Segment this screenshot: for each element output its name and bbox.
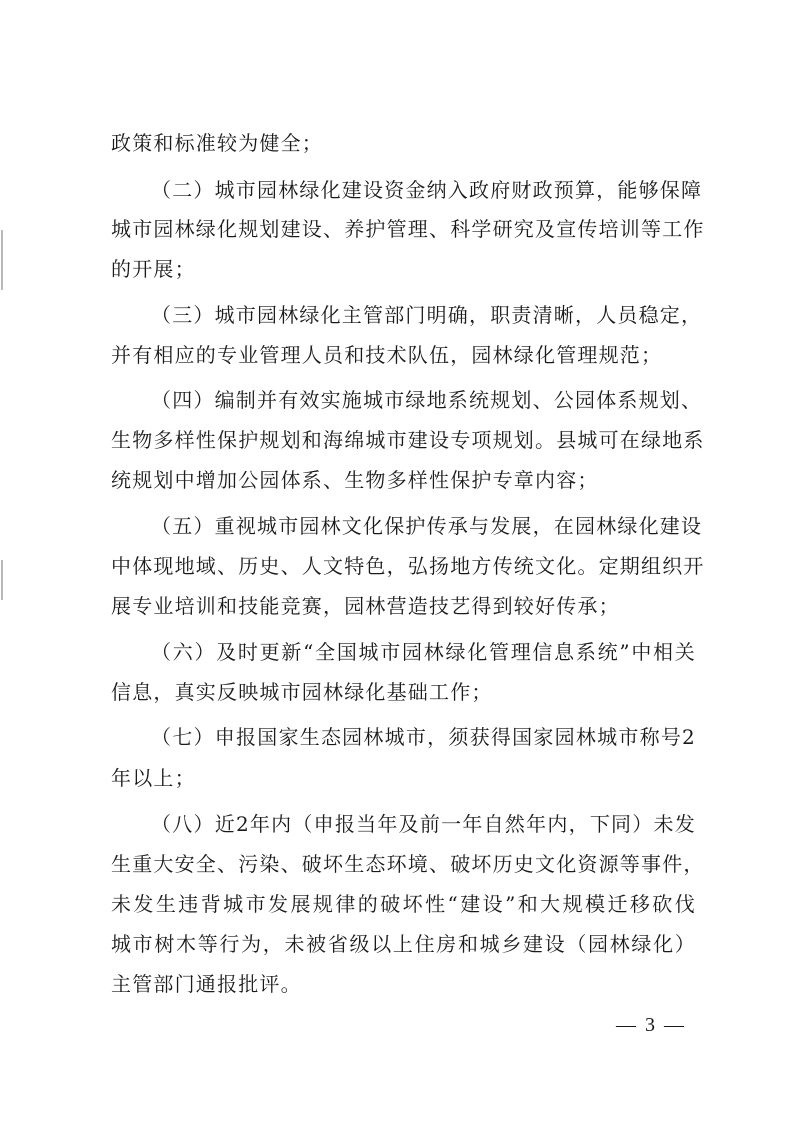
text-line: 城市园林绿化规划建设、养护管理、科学研究及宣传培训等工作 <box>111 217 705 241</box>
text-line: 并有相应的专业管理人员和技术队伍，园林绿化管理规范； <box>111 343 663 367</box>
paragraph-first-line: （三）城市园林绿化主管部门明确，职责清晰，人员稳定， <box>151 303 703 327</box>
text-line: 生重大安全、污染、破坏生态环境、破坏历史文化资源等事件， <box>111 852 705 876</box>
paragraph-first-line: （二）城市园林绿化建设资金纳入政府财政预算，能够保障 <box>151 178 703 202</box>
text-line: 主管部门通报批评。 <box>111 972 302 996</box>
paragraph-first-line: （五）重视城市园林文化保护传承与发展，在园林绿化建设 <box>151 514 703 538</box>
text-line: 展专业培训和技能竞赛，园林营造技艺得到较好传承； <box>111 594 620 618</box>
scan-edge-mark <box>1 560 3 600</box>
text-line: 城市树木等行为，未被省级以上住房和城乡建设（园林绿化） <box>111 932 696 956</box>
text-line: 政策和标准较为健全； <box>111 131 323 155</box>
text-line: 生物多样性保护规划和海绵城市建设专项规划。县城可在绿地系 <box>111 428 705 452</box>
paragraph-first-line: （四）编制并有效实施城市绿地系统规划、公园体系规划、 <box>151 388 703 412</box>
page-number: — 3 — <box>616 1014 686 1036</box>
text-line: 中体现地域、历史、人文特色，弘扬地方传统文化。定期组织开 <box>111 554 705 578</box>
text-line: 未发生违背城市发展规律的破坏性“建设”和大规模迁移砍伐 <box>111 892 696 916</box>
text-line: 信息，真实反映城市园林绿化基础工作； <box>111 680 493 704</box>
text-line: 统规划中增加公园体系、生物多样性保护专章内容； <box>111 468 599 492</box>
paragraph-first-line: （七）申报国家生态园林城市，须获得国家园林城市称号2 <box>151 725 696 749</box>
paragraph-first-line: （六）及时更新“全国城市园林绿化管理信息系统”中相关 <box>151 640 696 664</box>
text-line: 年以上； <box>111 766 196 790</box>
text-line: 的开展； <box>111 257 196 281</box>
paragraph-first-line: （八）近2年内（申报当年及前一年自然年内，下同）未发 <box>151 812 696 836</box>
scan-edge-mark <box>1 230 3 290</box>
